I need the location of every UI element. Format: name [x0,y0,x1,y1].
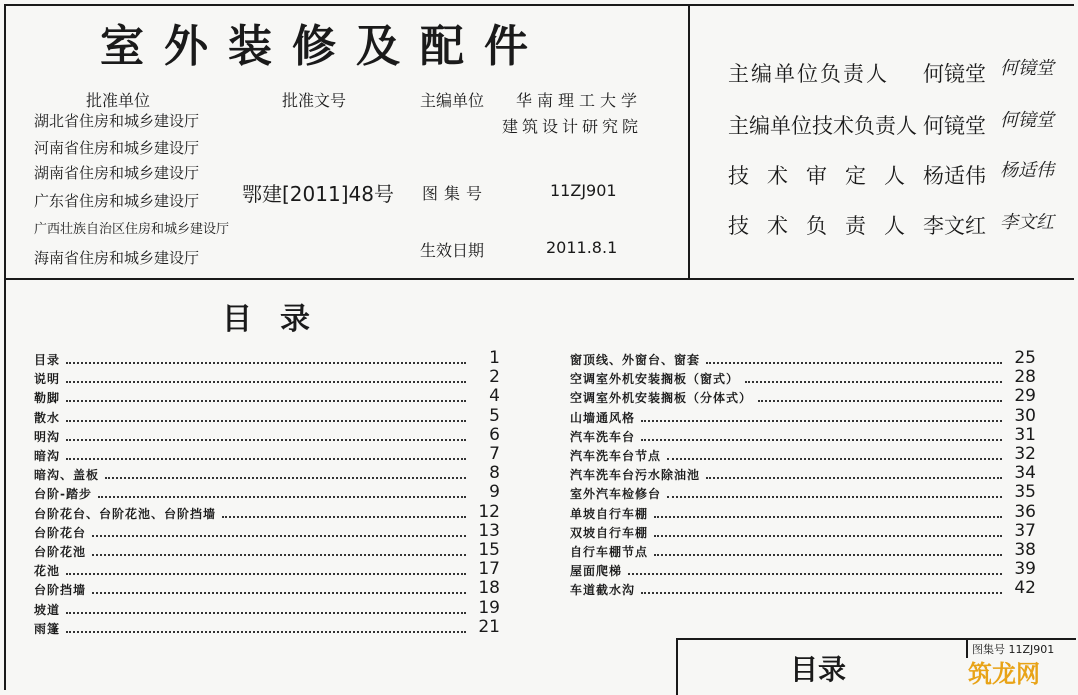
footer-atlas-number: 11ZJ901 [1008,643,1055,656]
toc-entry[interactable] [570,521,1036,541]
atlas-label: 图集号 [422,184,489,203]
approval-agency: 广西壮族自治区住房和城乡建设厅 [34,222,230,237]
signature-mark: 李文红 [1000,212,1054,233]
toc-entry[interactable] [34,406,500,426]
signature-mark: 何镜堂 [1000,110,1054,131]
toc-leader-dots [758,399,1002,402]
toc-entry[interactable] [570,348,1036,368]
toc-leader-dots [667,457,1002,460]
toc-leader-dots [745,380,1002,383]
toc-entry-page: 15 [478,540,500,560]
toc-entry-label: 花池 [34,564,61,579]
toc-entry-label: 自行车棚节点 [570,545,649,559]
toc-entry[interactable] [34,482,500,502]
toc-leader-dots [222,515,466,518]
toc-entry-page: 13 [478,520,500,541]
toc-leader-dots [66,630,466,633]
toc-entry-label: 台阶花台 [34,525,87,540]
toc-entry-label: 台阶挡墙 [34,583,87,598]
toc-entry-label: 单坡自行车棚 [570,506,649,521]
toc-entry[interactable] [34,521,500,541]
toc-entry[interactable] [34,617,500,637]
toc-entry-label: 车道截水沟 [570,583,636,598]
toc-entry-label: 目录 [34,353,61,367]
toc-entry[interactable] [34,463,500,483]
signature-role: 主编单位技术负责人 [728,114,917,138]
signature-name: 杨适伟 [923,164,986,188]
signature-role: 技术负责人 [728,214,923,238]
toc-entry-page: 4 [489,386,500,407]
toc-entry-label: 空调室外机安装搁板（窗式） [570,372,740,387]
toc-entry[interactable] [570,386,1036,406]
editor-unit-dept: 建筑设计研究院 [502,117,643,136]
toc-entry[interactable] [570,444,1036,464]
toc-leader-dots [92,534,466,537]
signature-divider [688,4,690,280]
approval-agency: 河南省住房和城乡建设厅 [34,139,200,157]
toc-leader-dots [706,361,1002,364]
toc-entry-label: 暗沟 [34,449,61,463]
toc-leader-dots [641,591,1002,594]
toc-entry[interactable] [570,406,1036,426]
effective-label: 生效日期 [420,241,485,260]
toc-entry-page: 17 [478,559,500,580]
toc-entry[interactable] [34,386,500,406]
toc-leader-dots [641,438,1002,441]
toc-right-column [570,348,1036,598]
toc-entry-label: 坡道 [34,602,61,617]
approval-no-label: 批准文号 [282,91,347,110]
toc-entry-page: 18 [478,578,500,599]
toc-entry[interactable] [34,578,500,598]
toc-entry-label: 说明 [34,372,61,387]
toc-entry-label: 汽车洗车台污水除油池 [570,468,701,483]
toc-entry-page: 2 [489,367,500,388]
signature-name: 李文红 [923,214,986,238]
toc-entry-page: 19 [478,597,500,618]
toc-entry[interactable] [570,502,1036,522]
toc-leader-dots [66,438,466,441]
toc-entry-label: 台阶-踏步 [34,487,92,502]
page-title: 室外装修及配件 [100,21,548,72]
toc-entry-page: 25 [1014,348,1036,368]
editor-unit-name: 华南理工大学 [516,91,643,110]
approval-number: 鄂建[2011]48号 [242,182,394,206]
atlas-number: 11ZJ901 [550,181,617,200]
toc-entry-page: 1 [489,348,500,368]
approval-agency: 广东省住房和城乡建设厅 [34,192,200,210]
toc-leader-dots [66,611,466,614]
toc-entry[interactable] [34,540,500,560]
toc-leader-dots [66,380,466,383]
toc-entry[interactable] [570,482,1036,502]
toc-entry-page: 28 [1014,367,1036,388]
toc-entry-page: 30 [1014,405,1036,426]
signature-role: 主编单位负责人 [728,62,889,86]
toc-entry-page: 21 [478,616,500,637]
toc-entry-page: 39 [1014,559,1036,580]
toc-entry-page: 38 [1014,540,1036,560]
toc-entry-label: 山墙通风格 [570,410,636,425]
watermark-logo: 筑龙网 [968,660,1040,688]
toc-entry-label: 空调室外机安装搁板（分体式） [570,391,753,406]
toc-leader-dots [641,419,1002,422]
toc-entry[interactable] [34,502,500,522]
toc-entry-page: 36 [1014,501,1036,522]
toc-leader-dots [654,515,1002,518]
toc-leader-dots [92,591,466,594]
signature-mark: 何镜堂 [1000,58,1054,79]
approval-agency: 湖北省住房和城乡建设厅 [34,112,200,130]
toc-entry-page: 32 [1014,444,1036,464]
toc-entry-page: 34 [1014,463,1036,484]
toc-entry[interactable] [34,425,500,445]
footer-left-border [676,638,678,695]
signature-role: 技术审定人 [728,164,923,188]
left-border [4,4,6,690]
toc-leader-dots [66,457,466,460]
toc-entry[interactable] [570,463,1036,483]
toc-leader-dots [66,361,466,364]
toc-entry-page: 29 [1014,386,1036,407]
toc-entry-label: 暗沟、盖板 [34,468,100,483]
toc-entry[interactable] [570,540,1036,560]
toc-entry-label: 勒脚 [34,391,61,406]
toc-leader-dots [98,495,466,498]
toc-entry[interactable] [570,367,1036,387]
toc-entry-page: 35 [1014,482,1036,503]
approval-agency: 湖南省住房和城乡建设厅 [34,164,200,182]
toc-entry[interactable] [34,559,500,579]
toc-entry[interactable] [34,348,500,368]
approval-unit-label: 批准单位 [86,91,151,110]
toc-entry-label: 汽车洗车台 [570,429,636,444]
toc-entry-page: 31 [1014,424,1036,445]
top-border [4,4,1074,6]
toc-entry-label: 室外汽车检修台 [570,487,662,502]
effective-date: 2011.8.1 [546,238,618,257]
signature-name: 何镜堂 [923,62,986,86]
toc-entry-page: 8 [489,463,500,484]
editor-unit-label: 主编单位 [420,91,485,110]
toc-entry[interactable] [570,425,1036,445]
toc-entry-page: 12 [478,501,500,522]
footer-top-border [676,638,1076,640]
toc-leader-dots [654,553,1002,556]
toc-entry-label: 汽车洗车台节点 [570,449,662,463]
header-divider [4,278,1074,280]
toc-entry-label: 明沟 [34,429,61,444]
toc-leader-dots [105,476,466,479]
toc-leader-dots [66,399,466,402]
toc-entry-page: 9 [489,482,500,503]
toc-left-column [34,348,500,637]
toc-entry-label: 双坡自行车棚 [570,525,649,540]
toc-entry-label: 窗顶线、外窗台、窗套 [570,353,701,367]
approval-agency: 海南省住房和城乡建设厅 [34,249,200,267]
toc-leader-dots [667,495,1002,498]
toc-entry[interactable] [570,559,1036,579]
toc-entry-page: 37 [1014,520,1036,541]
toc-entry-label: 台阶花池 [34,545,87,559]
toc-title: 目录 [222,302,338,337]
toc-leader-dots [66,572,466,575]
toc-leader-dots [66,419,466,422]
toc-entry-page: 7 [489,444,500,464]
signature-mark: 杨适伟 [1000,160,1054,181]
toc-entry-label: 台阶花台、台阶花池、台阶挡墙 [34,506,217,521]
toc-entry[interactable] [34,598,500,618]
toc-leader-dots [92,553,466,556]
toc-entry-page: 42 [1014,578,1036,599]
toc-entry-page: 5 [489,405,500,426]
toc-leader-dots [654,534,1002,537]
toc-entry-label: 雨篷 [34,621,61,636]
toc-entry-label: 屋面爬梯 [570,564,623,579]
toc-entry[interactable] [570,578,1036,598]
toc-entry[interactable] [34,444,500,464]
footer-atlas-label: 图集号 [972,643,1005,656]
toc-entry-page: 6 [489,424,500,445]
signature-name: 何镜堂 [923,114,986,138]
toc-entry-label: 散水 [34,410,61,425]
toc-leader-dots [706,476,1002,479]
toc-entry[interactable] [34,367,500,387]
toc-leader-dots [628,572,1002,575]
footer-title: 目录 [790,653,847,686]
